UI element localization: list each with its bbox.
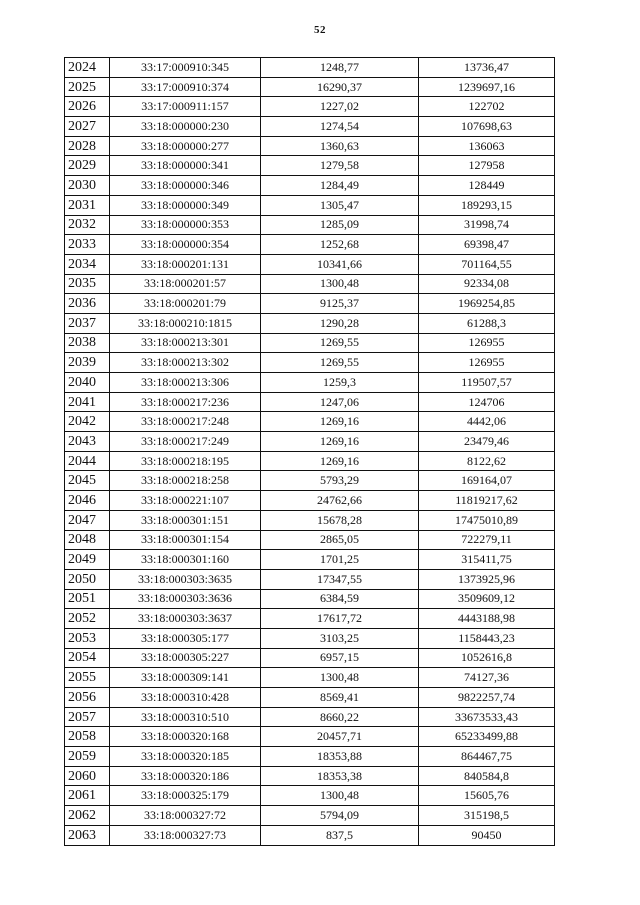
- table-row: [65, 589, 555, 609]
- cadastral-value-cell: 124706: [419, 392, 555, 412]
- cadastral-value-cell: 1969254,85: [419, 294, 555, 314]
- area-cell: 1360,63: [261, 136, 419, 156]
- area-cell: 1269,55: [261, 353, 419, 373]
- cadastral-value-cell: 8122,62: [419, 451, 555, 471]
- table-row: [65, 156, 555, 176]
- row-number-cell: 2061: [65, 786, 110, 806]
- table-row: [65, 727, 555, 747]
- cadastral-number-cell: 33:18:000320:186: [110, 766, 261, 786]
- row-number-cell: 2035: [65, 274, 110, 294]
- cadastral-value-cell: 9822257,74: [419, 688, 555, 708]
- table-row: [65, 412, 555, 432]
- table-row: [65, 235, 555, 255]
- area-cell: 1701,25: [261, 550, 419, 570]
- table-row: [65, 195, 555, 215]
- cadastral-value-cell: 17475010,89: [419, 510, 555, 530]
- area-cell: 1300,48: [261, 786, 419, 806]
- cadastral-number-cell: 33:17:000910:374: [110, 77, 261, 97]
- cadastral-value-cell: 119507,57: [419, 373, 555, 393]
- cadastral-number-cell: 33:18:000325:179: [110, 786, 261, 806]
- cadastral-number-cell: 33:18:000201:57: [110, 274, 261, 294]
- area-cell: 1259,3: [261, 373, 419, 393]
- cadastral-number-cell: 33:18:000305:177: [110, 628, 261, 648]
- row-number-cell: 2032: [65, 215, 110, 235]
- cadastral-value-cell: 189293,15: [419, 195, 555, 215]
- table-row: [65, 313, 555, 333]
- table-row: [65, 609, 555, 629]
- cadastral-number-cell: 33:18:000217:249: [110, 432, 261, 452]
- cadastral-number-cell: 33:18:000218:195: [110, 451, 261, 471]
- cadastral-value-cell: 74127,36: [419, 668, 555, 688]
- cadastral-value-cell: 126955: [419, 333, 555, 353]
- cadastral-value-cell: 122702: [419, 97, 555, 117]
- area-cell: 8660,22: [261, 707, 419, 727]
- row-number-cell: 2041: [65, 392, 110, 412]
- cadastral-number-cell: 33:18:000310:510: [110, 707, 261, 727]
- row-number-cell: 2042: [65, 412, 110, 432]
- table-row: [65, 628, 555, 648]
- area-cell: 18353,88: [261, 747, 419, 767]
- cadastral-value-cell: 11819217,62: [419, 491, 555, 511]
- cadastral-value-cell: 23479,46: [419, 432, 555, 452]
- row-number-cell: 2047: [65, 510, 110, 530]
- table-row: [65, 176, 555, 196]
- table-row: [65, 136, 555, 156]
- area-cell: 17347,55: [261, 569, 419, 589]
- row-number-cell: 2062: [65, 806, 110, 826]
- area-cell: 1290,28: [261, 313, 419, 333]
- area-cell: 18353,38: [261, 766, 419, 786]
- cadastral-number-cell: 33:18:000309:141: [110, 668, 261, 688]
- area-cell: 8569,41: [261, 688, 419, 708]
- cadastral-value-cell: 1052616,8: [419, 648, 555, 668]
- row-number-cell: 2031: [65, 195, 110, 215]
- table-row: [65, 510, 555, 530]
- area-cell: 1269,55: [261, 333, 419, 353]
- cadastral-value-cell: 126955: [419, 353, 555, 373]
- table-row: [65, 274, 555, 294]
- cadastral-number-cell: 33:18:000213:301: [110, 333, 261, 353]
- cadastral-value-cell: 92334,08: [419, 274, 555, 294]
- row-number-cell: 2049: [65, 550, 110, 570]
- row-number-cell: 2025: [65, 77, 110, 97]
- table-row: [65, 254, 555, 274]
- row-number-cell: 2043: [65, 432, 110, 452]
- cadastral-number-cell: 33:18:000213:302: [110, 353, 261, 373]
- area-cell: 6384,59: [261, 589, 419, 609]
- row-number-cell: 2063: [65, 825, 110, 845]
- table-row: [65, 707, 555, 727]
- table-row: [65, 766, 555, 786]
- table-row: [65, 825, 555, 845]
- cadastral-value-cell: 33673533,43: [419, 707, 555, 727]
- area-cell: 16290,37: [261, 77, 419, 97]
- cadastral-value-cell: 1158443,23: [419, 628, 555, 648]
- area-cell: 5794,09: [261, 806, 419, 826]
- row-number-cell: 2045: [65, 471, 110, 491]
- cadastral-number-cell: 33:18:000320:168: [110, 727, 261, 747]
- row-number-cell: 2053: [65, 628, 110, 648]
- row-number-cell: 2048: [65, 530, 110, 550]
- area-cell: 1269,16: [261, 451, 419, 471]
- cadastral-number-cell: 33:18:000000:346: [110, 176, 261, 196]
- row-number-cell: 2057: [65, 707, 110, 727]
- area-cell: 15678,28: [261, 510, 419, 530]
- cadastral-value-cell: 128449: [419, 176, 555, 196]
- row-number-cell: 2029: [65, 156, 110, 176]
- row-number-cell: 2026: [65, 97, 110, 117]
- cadastral-number-cell: 33:17:000910:345: [110, 58, 261, 78]
- cadastral-number-cell: 33:18:000310:428: [110, 688, 261, 708]
- cadastral-value-cell: 4443188,98: [419, 609, 555, 629]
- area-cell: 1269,16: [261, 432, 419, 452]
- cadastral-value-cell: 13736,47: [419, 58, 555, 78]
- area-cell: 17617,72: [261, 609, 419, 629]
- table-row: [65, 786, 555, 806]
- row-number-cell: 2033: [65, 235, 110, 255]
- cadastral-number-cell: 33:18:000201:79: [110, 294, 261, 314]
- cadastral-number-cell: 33:18:000000:277: [110, 136, 261, 156]
- table-row: [65, 333, 555, 353]
- page-number: 52: [314, 24, 326, 36]
- cadastral-number-cell: 33:18:000000:230: [110, 117, 261, 137]
- area-cell: 1284,49: [261, 176, 419, 196]
- cadastral-value-table: [64, 57, 555, 846]
- cadastral-number-cell: 33:18:000301:151: [110, 510, 261, 530]
- cadastral-number-cell: 33:18:000210:1815: [110, 313, 261, 333]
- area-cell: 20457,71: [261, 727, 419, 747]
- table-body: [65, 58, 555, 846]
- table-row: [65, 471, 555, 491]
- cadastral-number-cell: 33:18:000213:306: [110, 373, 261, 393]
- table-row: [65, 432, 555, 452]
- table-row: [65, 747, 555, 767]
- cadastral-value-cell: 864467,75: [419, 747, 555, 767]
- table-row: [65, 550, 555, 570]
- table-row: [65, 294, 555, 314]
- cadastral-number-cell: 33:18:000327:73: [110, 825, 261, 845]
- row-number-cell: 2046: [65, 491, 110, 511]
- cadastral-number-cell: 33:18:000201:131: [110, 254, 261, 274]
- row-number-cell: 2058: [65, 727, 110, 747]
- cadastral-number-cell: 33:18:000305:227: [110, 648, 261, 668]
- cadastral-number-cell: 33:18:000301:154: [110, 530, 261, 550]
- table-row: [65, 491, 555, 511]
- area-cell: 1300,48: [261, 668, 419, 688]
- cadastral-value-cell: 315411,75: [419, 550, 555, 570]
- row-number-cell: 2040: [65, 373, 110, 393]
- area-cell: 3103,25: [261, 628, 419, 648]
- area-cell: 10341,66: [261, 254, 419, 274]
- area-cell: 9125,37: [261, 294, 419, 314]
- cadastral-number-cell: 33:18:000000:341: [110, 156, 261, 176]
- row-number-cell: 2027: [65, 117, 110, 137]
- cadastral-number-cell: 33:18:000303:3636: [110, 589, 261, 609]
- cadastral-value-cell: 3509609,12: [419, 589, 555, 609]
- area-cell: 1274,54: [261, 117, 419, 137]
- cadastral-value-cell: 69398,47: [419, 235, 555, 255]
- row-number-cell: 2039: [65, 353, 110, 373]
- table-row: [65, 392, 555, 412]
- cadastral-value-cell: 722279,11: [419, 530, 555, 550]
- row-number-cell: 2028: [65, 136, 110, 156]
- cadastral-number-cell: 33:18:000303:3637: [110, 609, 261, 629]
- row-number-cell: 2034: [65, 254, 110, 274]
- row-number-cell: 2055: [65, 668, 110, 688]
- cadastral-value-cell: 90450: [419, 825, 555, 845]
- cadastral-value-cell: 4442,06: [419, 412, 555, 432]
- table-row: [65, 688, 555, 708]
- area-cell: 1305,47: [261, 195, 419, 215]
- cadastral-value-cell: 1373925,96: [419, 569, 555, 589]
- area-cell: 2865,05: [261, 530, 419, 550]
- row-number-cell: 2051: [65, 589, 110, 609]
- cadastral-value-cell: 701164,55: [419, 254, 555, 274]
- cadastral-value-cell: 169164,07: [419, 471, 555, 491]
- table-row: [65, 373, 555, 393]
- row-number-cell: 2059: [65, 747, 110, 767]
- row-number-cell: 2036: [65, 294, 110, 314]
- area-cell: 6957,15: [261, 648, 419, 668]
- area-cell: 837,5: [261, 825, 419, 845]
- table-row: [65, 353, 555, 373]
- cadastral-value-cell: 1239697,16: [419, 77, 555, 97]
- area-cell: 1269,16: [261, 412, 419, 432]
- cadastral-value-cell: 136063: [419, 136, 555, 156]
- table-row: [65, 215, 555, 235]
- cadastral-value-cell: 127958: [419, 156, 555, 176]
- table-row: [65, 77, 555, 97]
- area-cell: 1227,02: [261, 97, 419, 117]
- row-number-cell: 2052: [65, 609, 110, 629]
- cadastral-number-cell: 33:18:000000:354: [110, 235, 261, 255]
- cadastral-value-cell: 15605,76: [419, 786, 555, 806]
- cadastral-number-cell: 33:18:000320:185: [110, 747, 261, 767]
- area-cell: 5793,29: [261, 471, 419, 491]
- cadastral-number-cell: 33:18:000218:258: [110, 471, 261, 491]
- table-row: [65, 117, 555, 137]
- cadastral-number-cell: 33:18:000327:72: [110, 806, 261, 826]
- cadastral-number-cell: 33:18:000217:236: [110, 392, 261, 412]
- cadastral-value-cell: 840584,8: [419, 766, 555, 786]
- table-row: [65, 97, 555, 117]
- cadastral-number-cell: 33:18:000217:248: [110, 412, 261, 432]
- cadastral-number-cell: 33:18:000221:107: [110, 491, 261, 511]
- area-cell: 1300,48: [261, 274, 419, 294]
- cadastral-number-cell: 33:18:000301:160: [110, 550, 261, 570]
- row-number-cell: 2038: [65, 333, 110, 353]
- table-row: [65, 569, 555, 589]
- row-number-cell: 2050: [65, 569, 110, 589]
- table-row: [65, 806, 555, 826]
- cadastral-value-cell: 31998,74: [419, 215, 555, 235]
- cadastral-number-cell: 33:18:000000:349: [110, 195, 261, 215]
- table-row: [65, 451, 555, 471]
- row-number-cell: 2044: [65, 451, 110, 471]
- cadastral-number-cell: 33:18:000303:3635: [110, 569, 261, 589]
- area-cell: 1247,06: [261, 392, 419, 412]
- cadastral-value-cell: 65233499,88: [419, 727, 555, 747]
- area-cell: 1285,09: [261, 215, 419, 235]
- table-row: [65, 530, 555, 550]
- cadastral-value-cell: 61288,3: [419, 313, 555, 333]
- cadastral-number-cell: 33:18:000000:353: [110, 215, 261, 235]
- table-row: [65, 668, 555, 688]
- cadastral-number-cell: 33:17:000911:157: [110, 97, 261, 117]
- table-row: [65, 58, 555, 78]
- table-row: [65, 648, 555, 668]
- row-number-cell: 2056: [65, 688, 110, 708]
- row-number-cell: 2030: [65, 176, 110, 196]
- area-cell: 1252,68: [261, 235, 419, 255]
- cadastral-value-cell: 107698,63: [419, 117, 555, 137]
- area-cell: 1279,58: [261, 156, 419, 176]
- row-number-cell: 2060: [65, 766, 110, 786]
- row-number-cell: 2054: [65, 648, 110, 668]
- row-number-cell: 2037: [65, 313, 110, 333]
- area-cell: 1248,77: [261, 58, 419, 78]
- row-number-cell: 2024: [65, 58, 110, 78]
- cadastral-value-cell: 315198,5: [419, 806, 555, 826]
- area-cell: 24762,66: [261, 491, 419, 511]
